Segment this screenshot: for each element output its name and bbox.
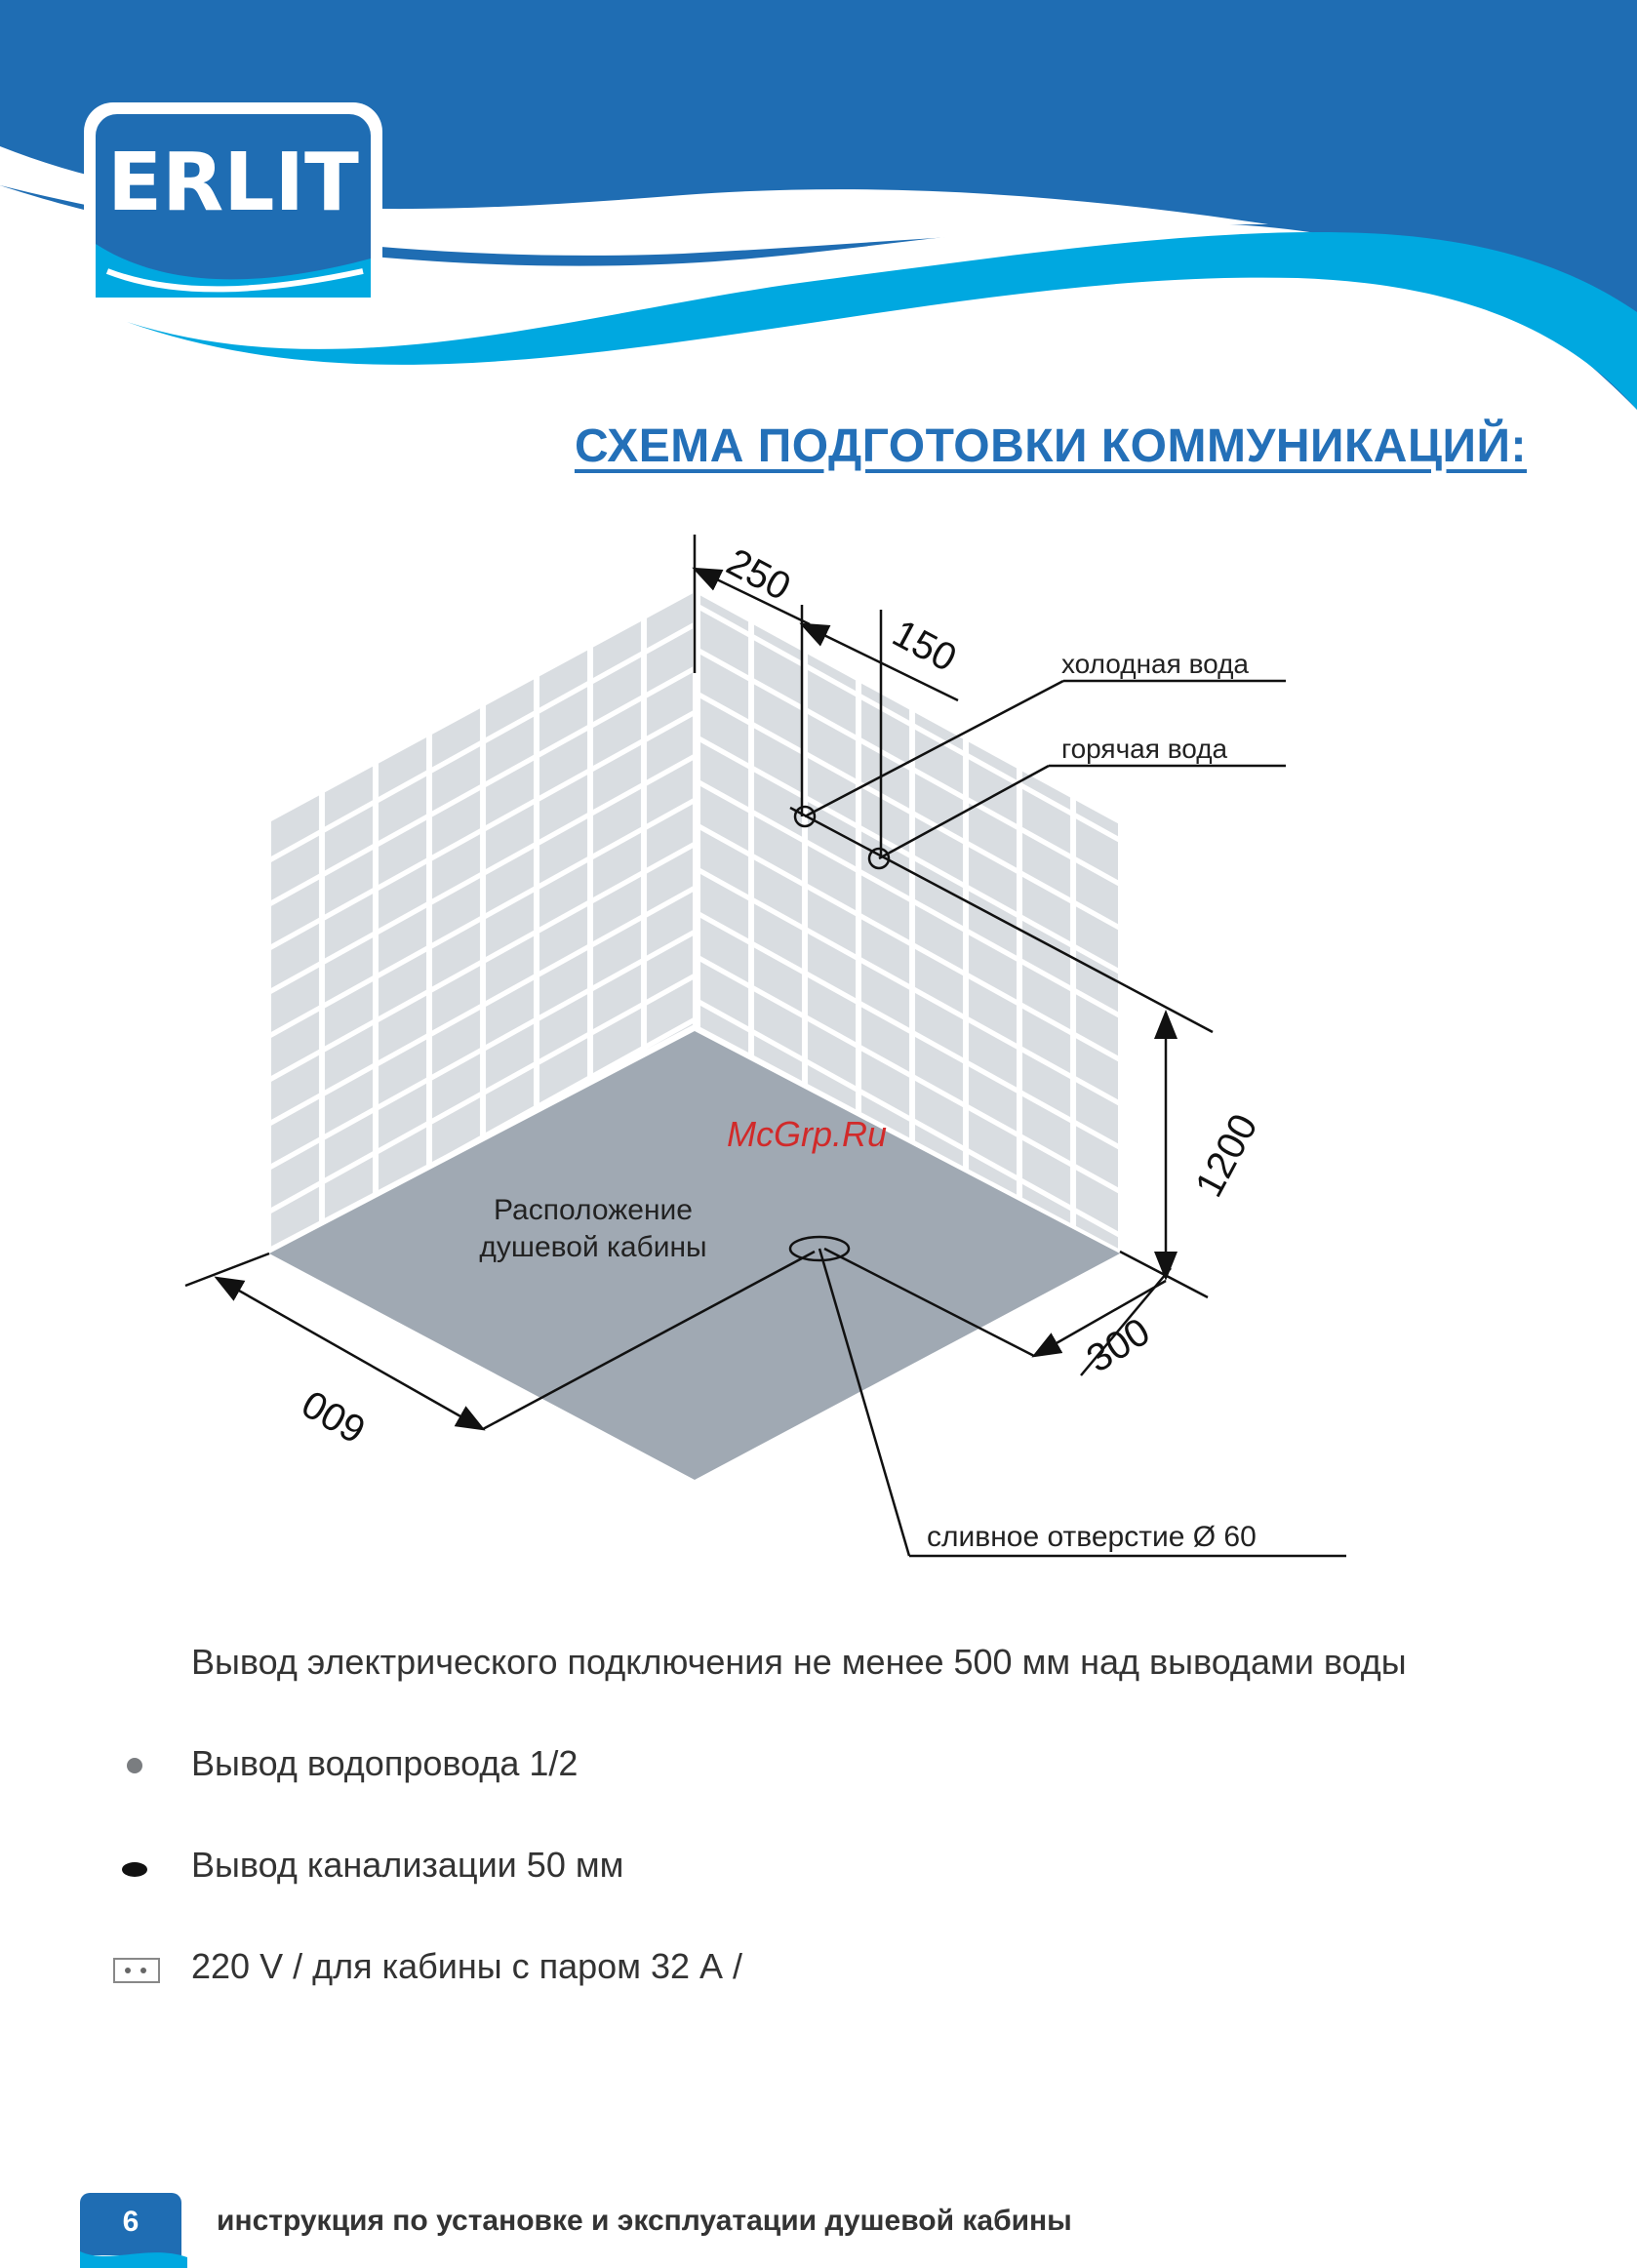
watermark: McGrp.Ru: [727, 1114, 888, 1154]
note-electric: [115, 1642, 1539, 1685]
label-hot-water: горячая вода: [1061, 734, 1228, 764]
logo: [84, 102, 382, 309]
note-power-text: 220 V / для кабины с паром 32 А /: [191, 1946, 743, 1986]
page-number: 6: [80, 2193, 181, 2255]
dim-1200: 1200: [1187, 1107, 1266, 1205]
sewer-oval-icon: [122, 1862, 147, 1877]
header-wave-banner: [0, 0, 1637, 410]
note-electric-text: Вывод электрического подключения не менее 500 мм над выводами воды: [191, 1642, 1407, 1682]
label-cabin-line1: Расположение: [494, 1194, 693, 1226]
note-power: [115, 1946, 1539, 1989]
socket-icon: [113, 1958, 160, 1983]
label-cabin-line2: душевой кабины: [479, 1231, 707, 1263]
note-sewer: [115, 1845, 1539, 1888]
dim-600: 600: [295, 1381, 374, 1452]
label-drain: сливное отверстие Ø 60: [927, 1521, 1257, 1553]
footer-wave-icon: [80, 2244, 187, 2268]
note-sewer-text: Вывод канализации 50 мм: [191, 1845, 624, 1885]
note-water-text: Вывод водопровода 1/2: [191, 1743, 579, 1783]
footer-text: инструкция по установке и эксплуатации душевой кабины: [217, 2205, 1072, 2237]
page-title: СХЕМА ПОДГОТОВКИ КОММУНИКАЦИЙ:: [574, 420, 1527, 472]
note-water: [115, 1743, 1539, 1786]
label-cold-water: холодная вода: [1061, 649, 1249, 679]
water-dot-icon: [127, 1758, 142, 1773]
logo-text: ERLIT: [107, 137, 359, 229]
dim-300: 300: [1079, 1309, 1158, 1381]
dim-250: 250: [719, 540, 798, 610]
dim-150: 150: [885, 612, 964, 681]
communications-diagram: [0, 507, 1637, 1580]
